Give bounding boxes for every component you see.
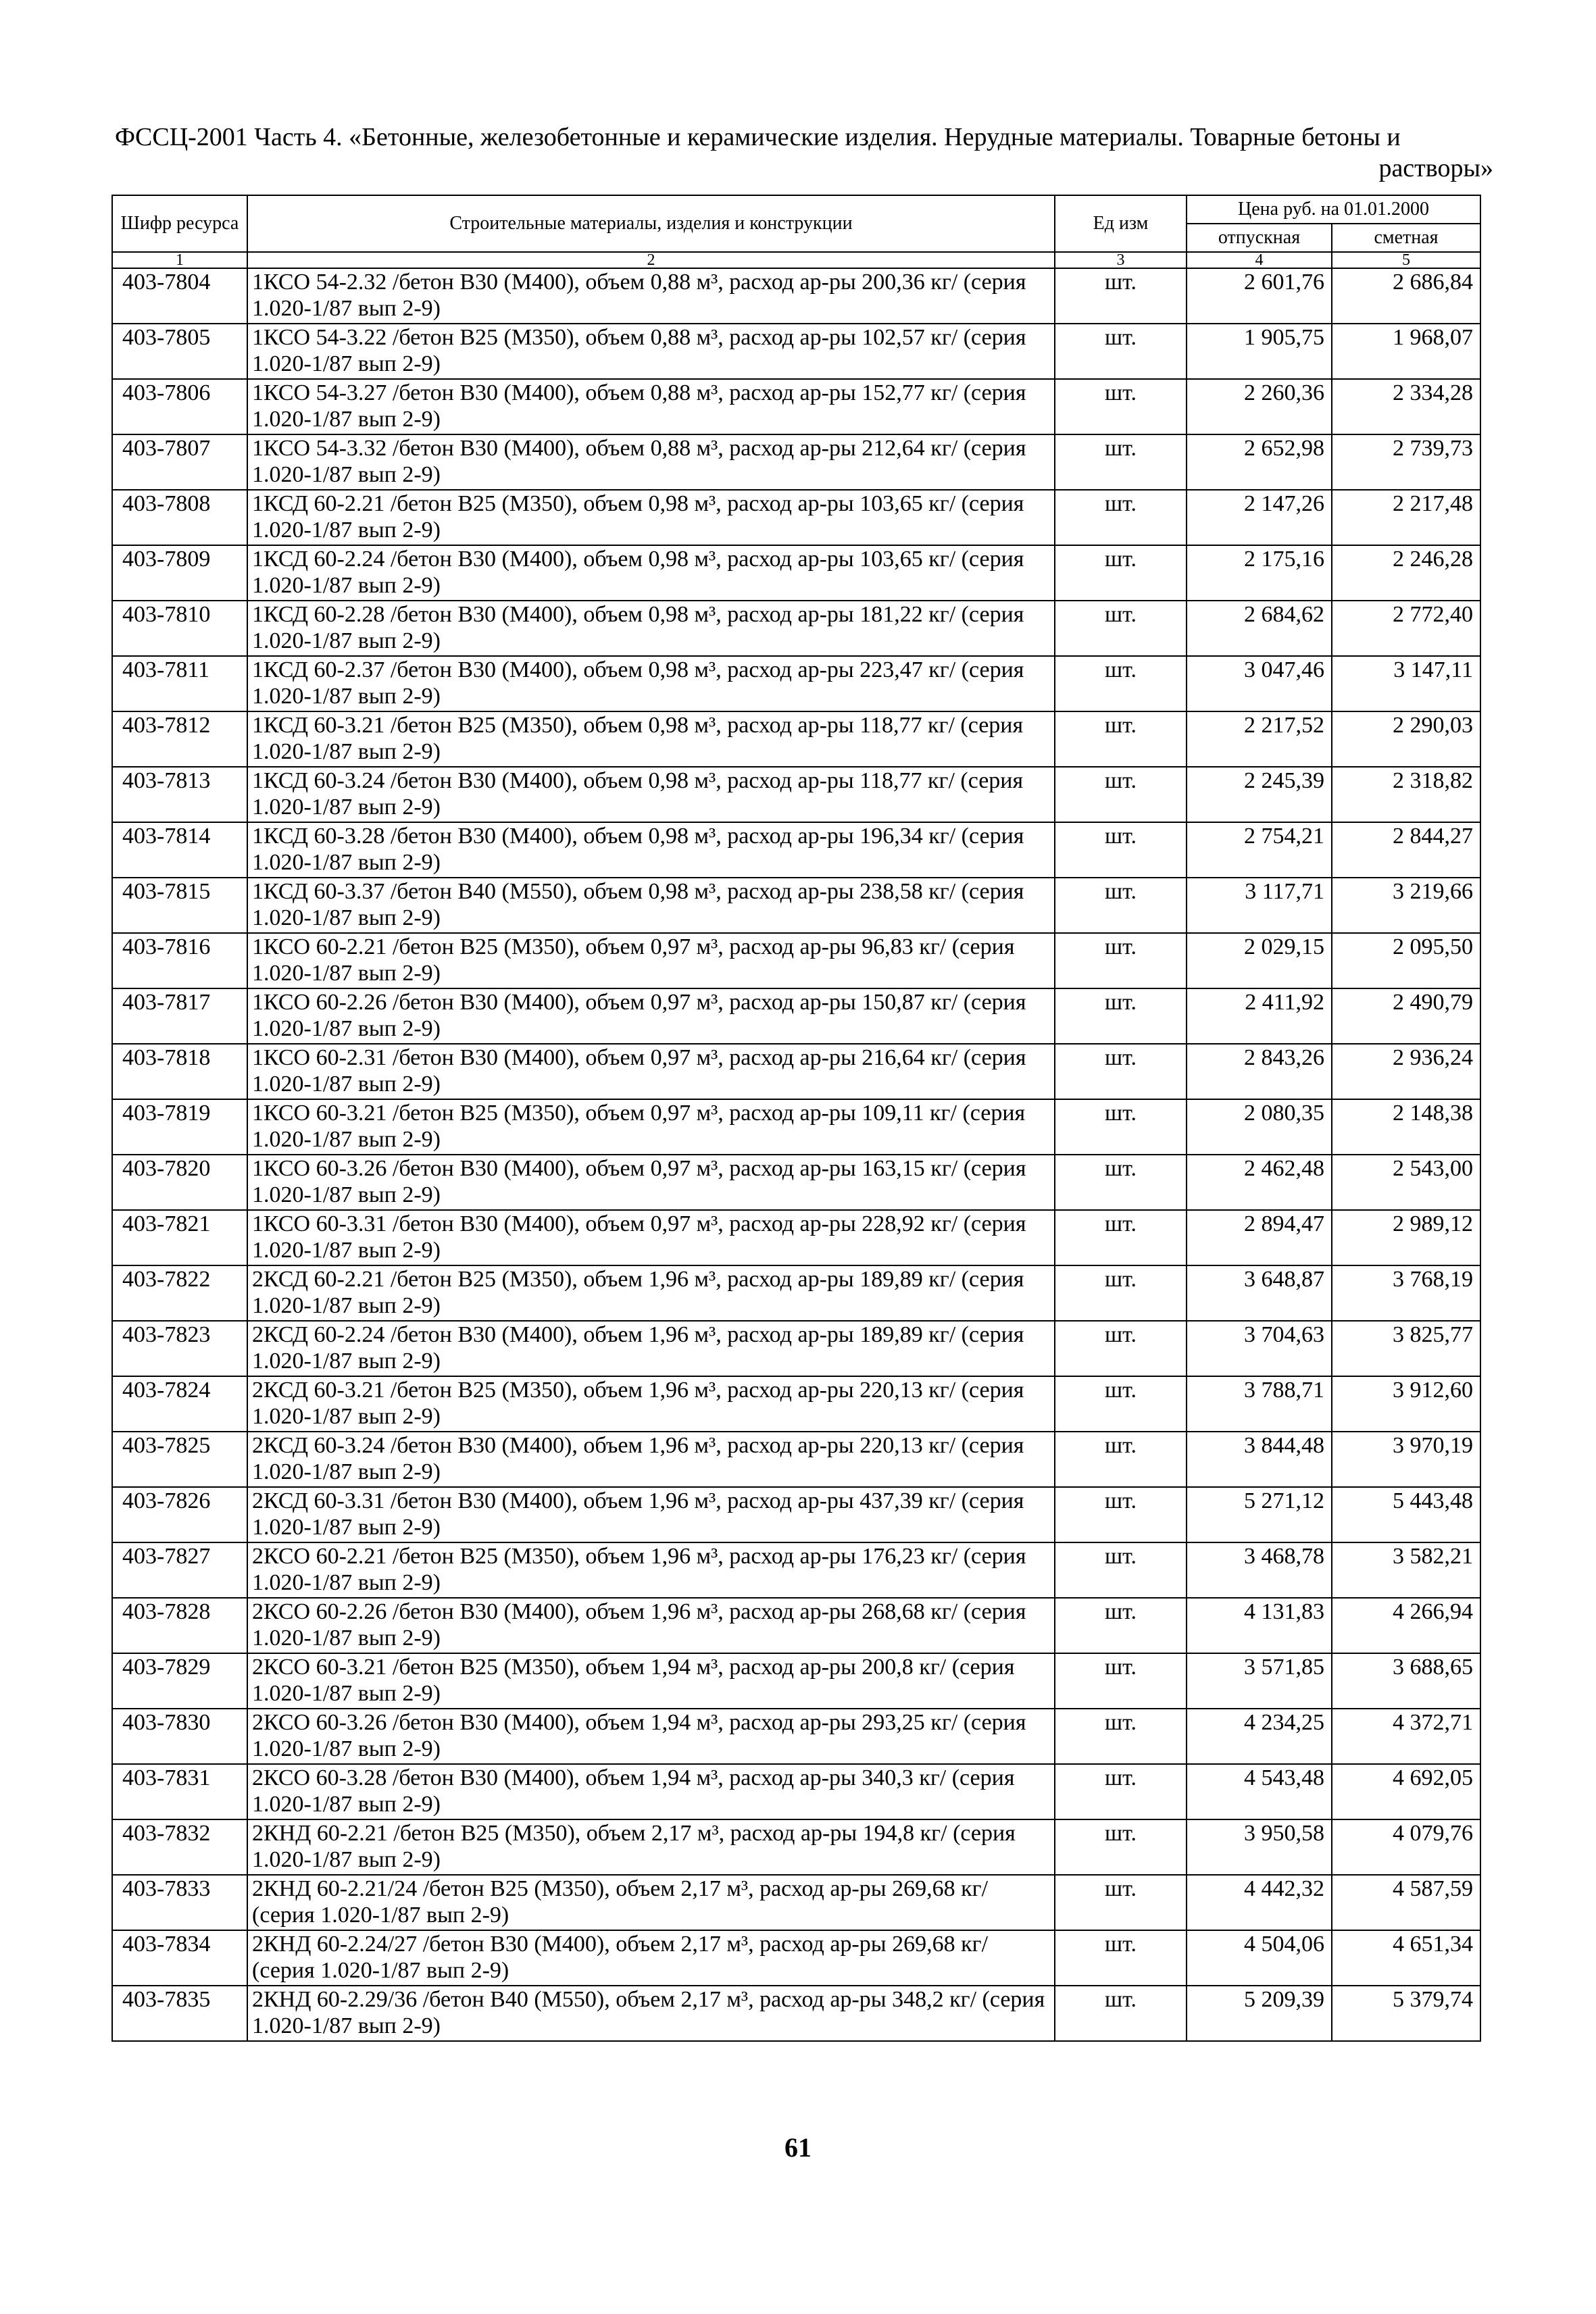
release-price-cell: 2 462,48 — [1187, 1155, 1332, 1210]
release-price-cell: 2 684,62 — [1187, 601, 1332, 656]
estimate-price-cell: 2 334,28 — [1332, 379, 1480, 434]
unit-cell: шт. — [1055, 878, 1187, 933]
table-row — [112, 656, 1480, 711]
material-name-cell: 2КНД 60-2.29/36 /бетон В40 (М550), объем 2,17 м³, расход ар-ры 348,2 кг/ (серия 1.020-1/87 вып 2-9) — [247, 1986, 1055, 2041]
table-row — [112, 822, 1480, 878]
material-name-cell: 2КНД 60-2.21/24 /бетон В25 (М350), объем 2,17 м³, расход ар-ры 269,68 кг/ (серия 1.020-1/87 вып 2-9) — [247, 1875, 1055, 1930]
table-row — [112, 1709, 1480, 1764]
release-price-cell: 2 029,15 — [1187, 933, 1332, 988]
unit-cell: шт. — [1055, 490, 1187, 545]
release-price-cell: 4 442,32 — [1187, 1875, 1332, 1930]
material-name-cell: 1КСД 60-2.21 /бетон В25 (М350), объем 0,98 м³, расход ар-ры 103,65 кг/ (серия 1.020-1/87 вып 2-9) — [247, 490, 1055, 545]
estimate-price-cell: 2 936,24 — [1332, 1044, 1480, 1099]
release-price-cell: 2 652,98 — [1187, 434, 1332, 490]
estimate-price-cell: 4 266,94 — [1332, 1598, 1480, 1653]
resource-code-cell: 403-7816 — [112, 933, 247, 988]
table-row — [112, 1432, 1480, 1487]
material-name-cell: 1КСД 60-3.37 /бетон В40 (М550), объем 0,98 м³, расход ар-ры 238,58 кг/ (серия 1.020-1/87 вып 2-9) — [247, 878, 1055, 933]
unit-cell: шт. — [1055, 1321, 1187, 1376]
unit-cell: шт. — [1055, 822, 1187, 878]
release-price-cell: 4 234,25 — [1187, 1709, 1332, 1764]
material-name-cell: 1КСО 60-2.21 /бетон В25 (М350), объем 0,97 м³, расход ар-ры 96,83 кг/ (серия 1.020-1/87 вып 2-9) — [247, 933, 1055, 988]
unit-cell: шт. — [1055, 324, 1187, 379]
unit-cell: шт. — [1055, 1819, 1187, 1875]
table-row — [112, 601, 1480, 656]
resource-code-cell: 403-7813 — [112, 767, 247, 822]
resource-code-cell: 403-7826 — [112, 1487, 247, 1542]
table-row — [112, 1099, 1480, 1155]
document-title-continuation: растворы» — [1378, 154, 1493, 182]
resource-code-cell: 403-7814 — [112, 822, 247, 878]
estimate-price-cell: 3 688,65 — [1332, 1653, 1480, 1709]
material-name-cell: 2КНД 60-2.24/27 /бетон В30 (М400), объем 2,17 м³, расход ар-ры 269,68 кг/ (серия 1.020-1/87 вып 2-9) — [247, 1930, 1055, 1986]
release-price-cell: 3 704,63 — [1187, 1321, 1332, 1376]
estimate-price-cell: 3 970,19 — [1332, 1432, 1480, 1487]
unit-cell: шт. — [1055, 379, 1187, 434]
material-name-cell: 1КСО 54-3.27 /бетон В30 (М400), объем 0,88 м³, расход ар-ры 152,77 кг/ (серия 1.020-1/87 вып 2-9) — [247, 379, 1055, 434]
column-number: 5 — [1332, 252, 1480, 268]
estimate-price-cell: 2 844,27 — [1332, 822, 1480, 878]
table-row — [112, 1265, 1480, 1321]
release-price-cell: 2 894,47 — [1187, 1210, 1332, 1265]
estimate-price-cell: 3 825,77 — [1332, 1321, 1480, 1376]
material-name-cell: 1КСД 60-2.24 /бетон В30 (М400), объем 0,98 м³, расход ар-ры 103,65 кг/ (серия 1.020-1/87 вып 2-9) — [247, 545, 1055, 601]
estimate-price-cell: 2 217,48 — [1332, 490, 1480, 545]
resource-code-cell: 403-7821 — [112, 1210, 247, 1265]
column-header-estimate: сметная — [1332, 224, 1480, 252]
release-price-cell: 4 543,48 — [1187, 1764, 1332, 1819]
table-row — [112, 1376, 1480, 1432]
material-name-cell: 2КСД 60-3.31 /бетон В30 (М400), объем 1,96 м³, расход ар-ры 437,39 кг/ (серия 1.020-1/87 вып 2-9) — [247, 1487, 1055, 1542]
material-name-cell: 2КСД 60-3.24 /бетон В30 (М400), объем 1,96 м³, расход ар-ры 220,13 кг/ (серия 1.020-1/87 вып 2-9) — [247, 1432, 1055, 1487]
table-row — [112, 1210, 1480, 1265]
estimate-price-cell: 4 587,59 — [1332, 1875, 1480, 1930]
resource-code-cell: 403-7806 — [112, 379, 247, 434]
resource-code-cell: 403-7818 — [112, 1044, 247, 1099]
price-table — [111, 195, 1481, 2042]
resource-code-cell: 403-7804 — [112, 268, 247, 324]
estimate-price-cell: 3 912,60 — [1332, 1376, 1480, 1432]
estimate-price-cell: 2 686,84 — [1332, 268, 1480, 324]
page-header — [115, 122, 1493, 184]
estimate-price-cell: 2 543,00 — [1332, 1155, 1480, 1210]
resource-code-cell: 403-7832 — [112, 1819, 247, 1875]
table-row — [112, 988, 1480, 1044]
material-name-cell: 1КСД 60-2.37 /бетон В30 (М400), объем 0,98 м³, расход ар-ры 223,47 кг/ (серия 1.020-1/87 вып 2-9) — [247, 656, 1055, 711]
estimate-price-cell: 5 443,48 — [1332, 1487, 1480, 1542]
resource-code-cell: 403-7809 — [112, 545, 247, 601]
estimate-price-cell: 4 692,05 — [1332, 1764, 1480, 1819]
release-price-cell: 5 271,12 — [1187, 1487, 1332, 1542]
table-row — [112, 1930, 1480, 1986]
unit-cell: шт. — [1055, 1155, 1187, 1210]
release-price-cell: 2 411,92 — [1187, 988, 1332, 1044]
resource-code-cell: 403-7820 — [112, 1155, 247, 1210]
release-price-cell: 3 047,46 — [1187, 656, 1332, 711]
material-name-cell: 1КСО 60-3.21 /бетон В25 (М350), объем 0,97 м³, расход ар-ры 109,11 кг/ (серия 1.020-1/87 вып 2-9) — [247, 1099, 1055, 1155]
unit-cell: шт. — [1055, 1044, 1187, 1099]
table-row — [112, 545, 1480, 601]
estimate-price-cell: 2 772,40 — [1332, 601, 1480, 656]
unit-cell: шт. — [1055, 434, 1187, 490]
resource-code-cell: 403-7830 — [112, 1709, 247, 1764]
estimate-price-cell: 2 490,79 — [1332, 988, 1480, 1044]
unit-cell: шт. — [1055, 1210, 1187, 1265]
estimate-price-cell: 3 768,19 — [1332, 1265, 1480, 1321]
column-number: 2 — [247, 252, 1055, 268]
column-header-price: Цена руб. на 01.01.2000 — [1187, 195, 1480, 224]
unit-cell: шт. — [1055, 601, 1187, 656]
material-name-cell: 1КСД 60-2.28 /бетон В30 (М400), объем 0,98 м³, расход ар-ры 181,22 кг/ (серия 1.020-1/87 вып 2-9) — [247, 601, 1055, 656]
table-row — [112, 1598, 1480, 1653]
estimate-price-cell: 2 148,38 — [1332, 1099, 1480, 1155]
release-price-cell: 3 648,87 — [1187, 1265, 1332, 1321]
column-header-code: Шифр ресурса — [112, 195, 247, 252]
material-name-cell: 2КСО 60-2.21 /бетон В25 (М350), объем 1,96 м³, расход ар-ры 176,23 кг/ (серия 1.020-1/87 вып 2-9) — [247, 1542, 1055, 1598]
resource-code-cell: 403-7831 — [112, 1764, 247, 1819]
unit-cell: шт. — [1055, 545, 1187, 601]
material-name-cell: 1КСД 60-3.24 /бетон В30 (М400), объем 0,98 м³, расход ар-ры 118,77 кг/ (серия 1.020-1/87 вып 2-9) — [247, 767, 1055, 822]
table-row — [112, 324, 1480, 379]
resource-code-cell: 403-7810 — [112, 601, 247, 656]
release-price-cell: 2 843,26 — [1187, 1044, 1332, 1099]
release-price-cell: 2 175,16 — [1187, 545, 1332, 601]
estimate-price-cell: 2 318,82 — [1332, 767, 1480, 822]
release-price-cell: 2 080,35 — [1187, 1099, 1332, 1155]
material-name-cell: 1КСО 60-3.31 /бетон В30 (М400), объем 0,97 м³, расход ар-ры 228,92 кг/ (серия 1.020-1/87 вып 2-9) — [247, 1210, 1055, 1265]
column-header-name: Строительные материалы, изделия и конструкции — [247, 195, 1055, 252]
unit-cell: шт. — [1055, 1930, 1187, 1986]
unit-cell: шт. — [1055, 1487, 1187, 1542]
resource-code-cell: 403-7824 — [112, 1376, 247, 1432]
material-name-cell: 1КСО 60-2.31 /бетон В30 (М400), объем 0,97 м³, расход ар-ры 216,64 кг/ (серия 1.020-1/87 вып 2-9) — [247, 1044, 1055, 1099]
release-price-cell: 3 117,71 — [1187, 878, 1332, 933]
resource-code-cell: 403-7812 — [112, 711, 247, 767]
table-row — [112, 1044, 1480, 1099]
material-name-cell: 2КСО 60-3.26 /бетон В30 (М400), объем 1,94 м³, расход ар-ры 293,25 кг/ (серия 1.020-1/87 вып 2-9) — [247, 1709, 1055, 1764]
material-name-cell: 1КСО 60-3.26 /бетон В30 (М400), объем 0,97 м³, расход ар-ры 163,15 кг/ (серия 1.020-1/87 вып 2-9) — [247, 1155, 1055, 1210]
column-header-unit: Ед изм — [1055, 195, 1187, 252]
material-name-cell: 2КСО 60-3.21 /бетон В25 (М350), объем 1,94 м³, расход ар-ры 200,8 кг/ (серия 1.020-1/87 вып 2-9) — [247, 1653, 1055, 1709]
resource-code-cell: 403-7834 — [112, 1930, 247, 1986]
column-header-release: отпускная — [1187, 224, 1332, 252]
unit-cell: шт. — [1055, 1542, 1187, 1598]
release-price-cell: 2 754,21 — [1187, 822, 1332, 878]
table-row — [112, 1819, 1480, 1875]
release-price-cell: 4 504,06 — [1187, 1930, 1332, 1986]
estimate-price-cell: 2 739,73 — [1332, 434, 1480, 490]
resource-code-cell: 403-7835 — [112, 1986, 247, 2041]
estimate-price-cell: 3 582,21 — [1332, 1542, 1480, 1598]
unit-cell: шт. — [1055, 1875, 1187, 1930]
table-row — [112, 1155, 1480, 1210]
resource-code-cell: 403-7825 — [112, 1432, 247, 1487]
page-number: 61 — [784, 2132, 812, 2163]
table-row — [112, 434, 1480, 490]
material-name-cell: 2КСД 60-2.21 /бетон В25 (М350), объем 1,96 м³, расход ар-ры 189,89 кг/ (серия 1.020-1/87 вып 2-9) — [247, 1265, 1055, 1321]
resource-code-cell: 403-7833 — [112, 1875, 247, 1930]
column-number: 3 — [1055, 252, 1187, 268]
estimate-price-cell: 4 372,71 — [1332, 1709, 1480, 1764]
release-price-cell: 2 217,52 — [1187, 711, 1332, 767]
table-row — [112, 1487, 1480, 1542]
resource-code-cell: 403-7819 — [112, 1099, 247, 1155]
column-number: 1 — [112, 252, 247, 268]
table-body — [112, 268, 1480, 2041]
release-price-cell: 2 245,39 — [1187, 767, 1332, 822]
resource-code-cell: 403-7827 — [112, 1542, 247, 1598]
material-name-cell: 1КСД 60-3.28 /бетон В30 (М400), объем 0,98 м³, расход ар-ры 196,34 кг/ (серия 1.020-1/87 вып 2-9) — [247, 822, 1055, 878]
unit-cell: шт. — [1055, 1709, 1187, 1764]
unit-cell: шт. — [1055, 656, 1187, 711]
table-row — [112, 379, 1480, 434]
estimate-price-cell: 3 219,66 — [1332, 878, 1480, 933]
release-price-cell: 3 950,58 — [1187, 1819, 1332, 1875]
resource-code-cell: 403-7805 — [112, 324, 247, 379]
table-row — [112, 878, 1480, 933]
material-name-cell: 2КСО 60-3.28 /бетон В30 (М400), объем 1,94 м³, расход ар-ры 340,3 кг/ (серия 1.020-1/87 вып 2-9) — [247, 1764, 1055, 1819]
table-row — [112, 711, 1480, 767]
unit-cell: шт. — [1055, 1432, 1187, 1487]
table-row — [112, 933, 1480, 988]
table-row — [112, 1321, 1480, 1376]
unit-cell: шт. — [1055, 933, 1187, 988]
release-price-cell: 1 905,75 — [1187, 324, 1332, 379]
table-row — [112, 1986, 1480, 2041]
material-name-cell: 2КСД 60-3.21 /бетон В25 (М350), объем 1,96 м³, расход ар-ры 220,13 кг/ (серия 1.020-1/87 вып 2-9) — [247, 1376, 1055, 1432]
unit-cell: шт. — [1055, 1376, 1187, 1432]
release-price-cell: 2 147,26 — [1187, 490, 1332, 545]
resource-code-cell: 403-7823 — [112, 1321, 247, 1376]
material-name-cell: 1КСО 60-2.26 /бетон В30 (М400), объем 0,97 м³, расход ар-ры 150,87 кг/ (серия 1.020-1/87 вып 2-9) — [247, 988, 1055, 1044]
unit-cell: шт. — [1055, 711, 1187, 767]
release-price-cell: 3 844,48 — [1187, 1432, 1332, 1487]
estimate-price-cell: 5 379,74 — [1332, 1986, 1480, 2041]
release-price-cell: 3 788,71 — [1187, 1376, 1332, 1432]
unit-cell: шт. — [1055, 767, 1187, 822]
estimate-price-cell: 4 079,76 — [1332, 1819, 1480, 1875]
resource-code-cell: 403-7807 — [112, 434, 247, 490]
material-name-cell: 2КНД 60-2.21 /бетон В25 (М350), объем 2,17 м³, расход ар-ры 194,8 кг/ (серия 1.020-1/87 вып 2-9) — [247, 1819, 1055, 1875]
resource-code-cell: 403-7811 — [112, 656, 247, 711]
resource-code-cell: 403-7822 — [112, 1265, 247, 1321]
resource-code-cell: 403-7817 — [112, 988, 247, 1044]
estimate-price-cell: 2 989,12 — [1332, 1210, 1480, 1265]
column-number: 4 — [1187, 252, 1332, 268]
resource-code-cell: 403-7815 — [112, 878, 247, 933]
resource-code-cell: 403-7828 — [112, 1598, 247, 1653]
material-name-cell: 1КСО 54-3.32 /бетон В30 (М400), объем 0,88 м³, расход ар-ры 212,64 кг/ (серия 1.020-1/87 вып 2-9) — [247, 434, 1055, 490]
material-name-cell: 2КСО 60-2.26 /бетон В30 (М400), объем 1,96 м³, расход ар-ры 268,68 кг/ (серия 1.020-1/87 вып 2-9) — [247, 1598, 1055, 1653]
release-price-cell: 2 260,36 — [1187, 379, 1332, 434]
document-title: ФССЦ-2001 Часть 4. «Бетонные, железобетонные и керамические изделия. Нерудные материалы. Товарные бетоны и — [115, 123, 1401, 151]
estimate-price-cell: 1 968,07 — [1332, 324, 1480, 379]
material-name-cell: 2КСД 60-2.24 /бетон В30 (М400), объем 1,96 м³, расход ар-ры 189,89 кг/ (серия 1.020-1/87 вып 2-9) — [247, 1321, 1055, 1376]
material-name-cell: 1КСО 54-2.32 /бетон В30 (М400), объем 0,88 м³, расход ар-ры 200,36 кг/ (серия 1.020-1/87 вып 2-9) — [247, 268, 1055, 324]
material-name-cell: 1КСО 54-3.22 /бетон В25 (М350), объем 0,88 м³, расход ар-ры 102,57 кг/ (серия 1.020-1/87 вып 2-9) — [247, 324, 1055, 379]
estimate-price-cell: 2 095,50 — [1332, 933, 1480, 988]
unit-cell: шт. — [1055, 1099, 1187, 1155]
unit-cell: шт. — [1055, 1265, 1187, 1321]
unit-cell: шт. — [1055, 1986, 1187, 2041]
unit-cell: шт. — [1055, 1598, 1187, 1653]
release-price-cell: 5 209,39 — [1187, 1986, 1332, 2041]
unit-cell: шт. — [1055, 988, 1187, 1044]
table-row — [112, 490, 1480, 545]
table-row — [112, 767, 1480, 822]
unit-cell: шт. — [1055, 1653, 1187, 1709]
release-price-cell: 3 468,78 — [1187, 1542, 1332, 1598]
resource-code-cell: 403-7808 — [112, 490, 247, 545]
release-price-cell: 3 571,85 — [1187, 1653, 1332, 1709]
unit-cell: шт. — [1055, 268, 1187, 324]
estimate-price-cell: 2 246,28 — [1332, 545, 1480, 601]
estimate-price-cell: 3 147,11 — [1332, 656, 1480, 711]
estimate-price-cell: 4 651,34 — [1332, 1930, 1480, 1986]
resource-code-cell: 403-7829 — [112, 1653, 247, 1709]
estimate-price-cell: 2 290,03 — [1332, 711, 1480, 767]
release-price-cell: 2 601,76 — [1187, 268, 1332, 324]
table-row — [112, 1542, 1480, 1598]
table-row — [112, 1764, 1480, 1819]
table-row — [112, 1875, 1480, 1930]
unit-cell: шт. — [1055, 1764, 1187, 1819]
table-row — [112, 1653, 1480, 1709]
table-row — [112, 268, 1480, 324]
material-name-cell: 1КСД 60-3.21 /бетон В25 (М350), объем 0,98 м³, расход ар-ры 118,77 кг/ (серия 1.020-1/87 вып 2-9) — [247, 711, 1055, 767]
release-price-cell: 4 131,83 — [1187, 1598, 1332, 1653]
